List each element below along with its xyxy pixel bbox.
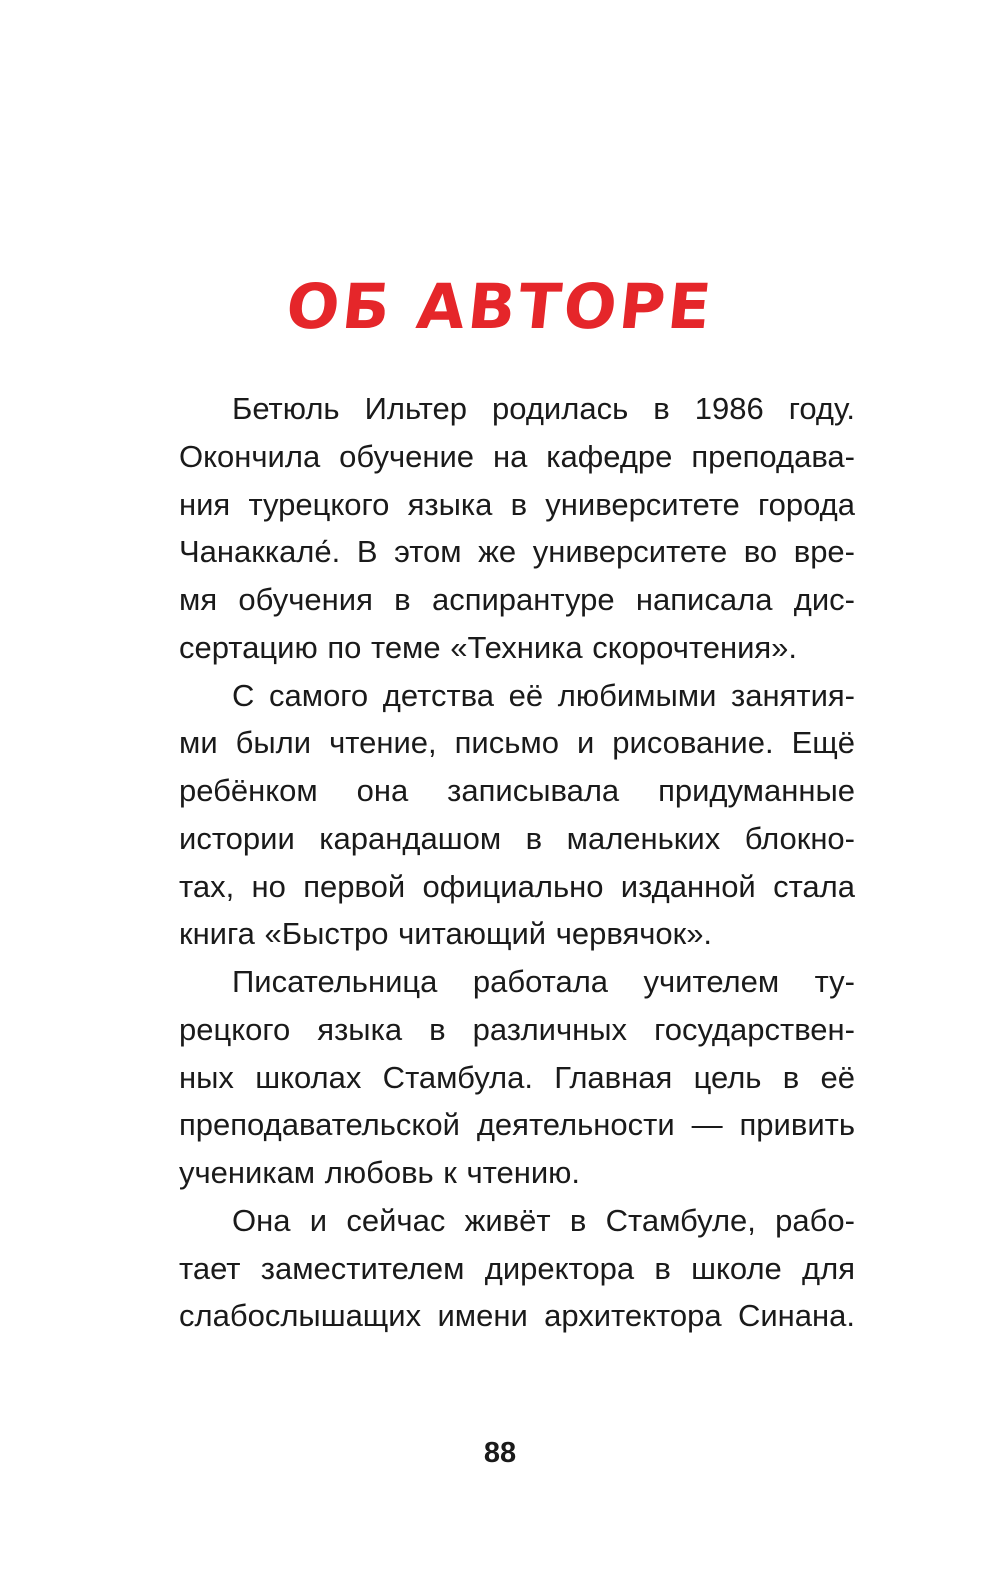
paragraph-3-line-2: рецкого языка в различных государствен- <box>179 1011 855 1047</box>
paragraph-1-line-2: Окончила обучение на кафедре преподава- <box>179 438 855 474</box>
paragraph-4-line-1: Она и сейчас живёт в Стамбуле, рабо- <box>232 1202 855 1238</box>
paragraph-3-line-3: ных школах Стамбула. Главная цель в её <box>179 1059 855 1095</box>
author-bio <box>179 385 855 1340</box>
paragraph-3-line-5: ученикам любовь к чтению. <box>179 1155 581 1190</box>
paragraph-2-line-4: истории карандашом в маленьких блокно- <box>179 820 855 856</box>
paragraph-1-line-6: сертацию по теме «Техника скорочтения». <box>179 629 798 665</box>
paragraph-1-line-1: Бетюль Ильтер родилась в 1986 году. <box>232 391 855 426</box>
paragraph-3-line-1: Писательница работала учителем ту- <box>232 964 855 999</box>
paragraph-1-line-4: Чанаккале́. В этом же университете во вре- <box>179 534 855 570</box>
paragraph-4-line-3: слабослышащих имени архитектора Синана. <box>179 1298 855 1334</box>
paragraph-1-line-3: ния турецкого языка в университете города <box>179 486 855 522</box>
paragraph-4-line-2: тает заместителем директора в школе для <box>179 1250 855 1286</box>
chapter-title: ОБ АВТОРЕ <box>282 270 718 343</box>
paragraph-2-line-2: ми были чтение, письмо и рисование. Ещё <box>179 725 855 761</box>
paragraph-2-line-1: С самого детства её любимыми занятия- <box>232 677 855 713</box>
paragraph-1-line-5: мя обучения в аспирантуре написала дис- <box>179 582 855 617</box>
page-number: 88 <box>483 1437 517 1469</box>
paragraph-2-line-3: ребёнком она записывала придуманные <box>179 773 855 808</box>
paragraph-3-line-4: преподавательской деятельности — привить <box>179 1107 855 1143</box>
paragraph-2-line-6: книга «Быстро читающий червячок». <box>179 916 713 952</box>
paragraph-2-line-5: тах, но первой официально изданной стала <box>179 868 855 904</box>
